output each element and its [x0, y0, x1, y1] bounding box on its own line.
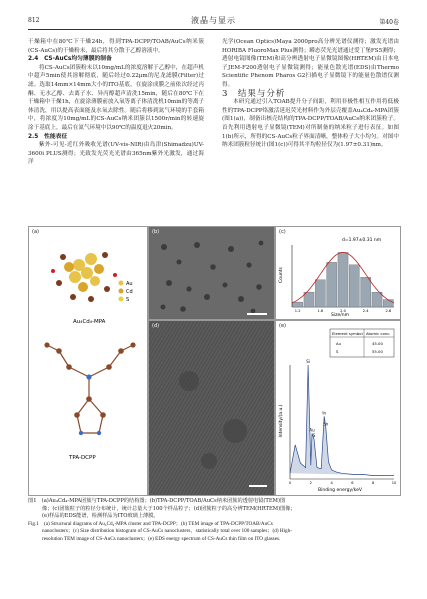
panel-label: (e) [279, 323, 286, 329]
caption-zh: (e)样品的EDS能谱，检测样品为ITO玻璃上薄膜。 [42, 513, 159, 520]
hist-xlabel: Size/nm [331, 313, 349, 318]
panel-label: (d) [152, 323, 160, 329]
x-tick-label: 6 [351, 481, 354, 485]
histogram-bar [293, 302, 303, 307]
paragraph: 紫外-可见-近红外吸收光谱(UV-vis-NIR)由岛津(Shimadzu)UV-3600i PLUS测得；光致发光荧光光谱由365nm紫外光激发，通过海洋 [28, 142, 204, 166]
header-rule [28, 29, 399, 30]
tem-image [149, 227, 274, 319]
legend-cd: Cd [126, 289, 133, 295]
histogram-bar [327, 262, 337, 307]
molecule-label-bottom: TPA-DCPP [69, 455, 96, 461]
spectrum-line [290, 365, 394, 476]
histogram-bar [304, 292, 314, 307]
panel-label: (a) [32, 229, 39, 235]
histogram-bar [361, 277, 371, 307]
figure-1 [28, 226, 399, 494]
caption-zh: 图1 (a)Au₄Cd₄-MPA团簇与TPA-DCPP的结构图；(b)TPA-DCPP/TOAB/AuCs纳米团簇的透射电镜(TEM)图 [28, 498, 286, 504]
histogram-bar [349, 265, 359, 307]
x-tick-label: 2.8 [385, 309, 392, 313]
eds-ylabel: Intensity/(a.u.) [279, 404, 284, 438]
peak-label: Sn [323, 421, 329, 427]
eds-table-head: Atomic conc. [366, 331, 391, 336]
tpa-dcpp-structure [45, 343, 135, 435]
paragraph: 本研究通过引入TOAB提升分子间距，利用非极性相互作用将低极性的TPA-DCPP络激活延迟荧光材料作为外层壳覆盖Au₄Cd₄-MPA团簇(图1(a))，制备出核壳结构的TPA-DCPP/TOAB/AuCs纳米团簇粒子。首先利用透射电子显微镜(TEM)对所制备的纳米粒子进行表征。如图1(b)所示，所得的CS-AuCs粒子界面清晰，整体粒子大小均匀。对图中纳米团簇粒径统计(图1(c))可得其平均粒径仅为(1.97±0.31)nm。 [222, 99, 399, 149]
histogram-bar [383, 300, 393, 307]
eds-xlabel: Binding energy/keV [318, 488, 362, 493]
x-tick-label: 1.2 [294, 309, 301, 313]
peak-label: In [322, 410, 327, 416]
hist-annotation: d=1.97±0.31 nm [342, 238, 382, 243]
legend-s: S [126, 297, 130, 303]
x-tick-label: 10 [391, 481, 397, 485]
eds-spectrum [276, 321, 400, 495]
eds-table-cell: Au [336, 341, 342, 346]
x-tick-label: 0 [288, 481, 292, 485]
x-tick-label: 2.4 [362, 309, 369, 313]
section-heading: 2.5 性能表征 [28, 133, 68, 140]
histogram-bar [372, 292, 382, 307]
x-tick-label: 8 [372, 481, 375, 485]
section-heading: 2.4 CS-AuCs均匀薄膜的制备 [28, 56, 112, 63]
peak-label: S [312, 433, 316, 439]
cluster-structure [51, 252, 117, 302]
panel-label: (c) [279, 229, 286, 235]
hrtem-image [149, 321, 274, 495]
caption-en: Fig.1 (a) Structural diagrams of Au₄Cd₄-MPA cluster and TPA-DCPP；(b) TEM image of TPA-DCPP/TOAB/AuCs [28, 520, 273, 527]
journal-title: 液晶与显示 [191, 16, 236, 25]
histogram-bar [315, 280, 325, 307]
eds-table-cell: S [336, 349, 339, 354]
x-tick-label: 4 [330, 481, 333, 485]
panel-label: (b) [152, 229, 160, 235]
eds-table-cell: 45.00 [372, 341, 383, 346]
legend-au: Au [126, 281, 133, 287]
panel-a-structures [28, 226, 148, 496]
figure-caption [28, 498, 399, 544]
caption-en: resolution TEM image of CS-AuCs nanoclusters；(e) EDS energy spectrum of CS-AuCs thin film on ITO glasses. [42, 535, 281, 542]
left-column [28, 38, 204, 167]
panel-c-histogram [275, 226, 401, 320]
caption-en: nanoclusters；(c) Size distribution histogram of CS-AuCs nanoclusters，statistically total over 100 samples；(d) High- [42, 528, 292, 535]
peak-label: Au [309, 427, 315, 433]
caption-zh: 像；(c)团簇粒子的粒径分布统计，统计总量大于100个样品粒子；(d)团簇粒子的高分辨TEM(HRTEM)图像； [42, 505, 296, 512]
panel-b-tem [148, 226, 275, 320]
x-tick-label: 1.6 [317, 309, 324, 313]
histogram-bar [338, 252, 348, 307]
x-tick-label: 2 [309, 481, 312, 485]
section-heading: 3 结果与分析 [222, 88, 286, 99]
hist-ylabel: Counts [279, 267, 284, 283]
volume-label: 第40卷 [379, 19, 399, 26]
paragraph: 光学(Ocean Optics)Maya 2000pro高分辨光谱仪测得；激发光谱由HORIBA FluoroMax Plus测得；瞬态荧光光谱通过爱丁堡FS5测得；透射电镜图像(TEM)和高分辨透射电子显微镜图像(HRTEM)由日本电子JEM-F200透射电子显微镜测得；能量色散光谱(EDS)由Thermo Scientific Phenom Pharos G2扫描电子显微镜下的能量色散谱仪测得。 [222, 39, 399, 88]
right-column [222, 38, 399, 150]
peak-label: Si [306, 359, 310, 364]
molecule-diagram [29, 227, 147, 495]
size-histogram [276, 227, 400, 319]
paragraph: 将CS-AuCs团簇粉末以10mg/mL的浓度溶解于乙醇中，在超声机中超声5min使其溶解彻底，随后经过0.22μm的尼龙滤膜(Filter)过滤。选取14mm×14mm大小的ITO基底，在旋涂成膜之前依次经过丙酮、无水乙醇、去离子水、异丙醇超声清洗15min，随后在80℃下在干燥箱中干燥1h，在旋涂薄膜前放入氧等离子体清洗机10min的等离子体清洗，用以提高表面能及水氧去除性。随后将移到氮气环境的手套箱中，将浓度为10mg/mL的CS-AuCs纳米团簇以1500r/min的转速旋涂于基底上，最后在氮气环境中以90℃的温度退火20min。 [28, 64, 205, 131]
eds-table-cell: 55.00 [372, 349, 383, 354]
molecule-label-top: Au₄Cd₄-MPA [73, 319, 106, 325]
page-number: 812 [28, 17, 40, 24]
panel-e-eds [275, 320, 401, 496]
eds-table-head: Element symbol [332, 331, 363, 336]
x-tick-label: 2.0 [340, 309, 346, 313]
panel-d-hrtem [148, 320, 275, 496]
paragraph: 干燥箱中在80℃下干燥24h，得到TPA-DCPP/TOAB/AuCs纳米簇(CS-AuCs)的干燥粉末，最后将其分散于乙醇溶液中。 [28, 39, 204, 54]
running-header [28, 14, 399, 28]
